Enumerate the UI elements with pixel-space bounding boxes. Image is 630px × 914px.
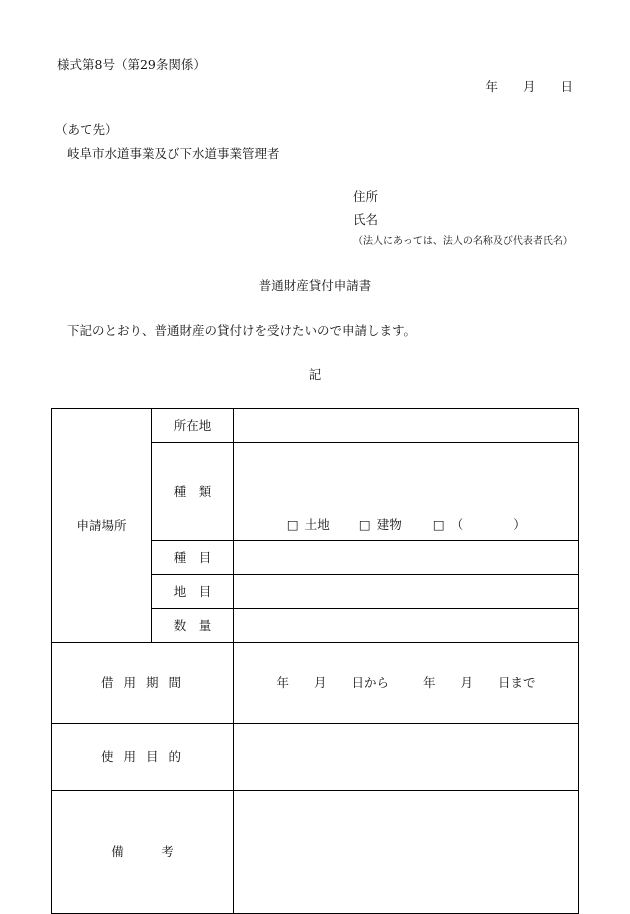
kind-options	[234, 443, 579, 541]
period-range	[234, 675, 578, 691]
table-row	[52, 409, 579, 443]
purpose-label: 使 用 目 的	[52, 724, 234, 791]
remarks-label: 備 考	[52, 791, 234, 914]
applicant-note: （法人にあっては、法人の名称及び代表者氏名）	[353, 236, 573, 247]
form-number: 様式第8号（第29条関係）	[57, 57, 206, 72]
table-row	[52, 643, 579, 724]
kind-label: 種 類	[152, 443, 234, 541]
application-table	[51, 408, 579, 914]
table-row	[52, 791, 579, 914]
land-category-label: 地 目	[152, 575, 234, 609]
purpose-value-field[interactable]	[234, 724, 579, 791]
addressee-name: 岐阜市水道事業及び下水道事業管理者	[67, 146, 280, 161]
applicant-address-label[interactable]: 住所	[353, 189, 379, 204]
table-row	[52, 724, 579, 791]
addressee-label: （あて先）	[55, 122, 118, 137]
address-value-field[interactable]	[234, 409, 579, 443]
application-statement: 下記のとおり、普通財産の貸付けを受けたいので申請します。	[67, 323, 417, 338]
notation-ki: 記	[308, 367, 322, 382]
option-other-field[interactable]: （ ）	[450, 517, 526, 532]
option-label: 建物	[376, 517, 402, 532]
application-date[interactable]: 年 月 日	[485, 79, 573, 94]
checkbox-icon[interactable]: □	[286, 517, 299, 532]
checkbox-icon[interactable]: □	[432, 517, 445, 532]
period-end[interactable]: 年 月 日まで	[423, 675, 536, 690]
location-group-label: 申請場所	[52, 409, 152, 643]
remarks-value-field[interactable]	[234, 791, 579, 914]
category-label: 種 目	[152, 541, 234, 575]
checkbox-icon[interactable]: □	[358, 517, 371, 532]
period-label: 借 用 期 間	[52, 643, 234, 724]
quantity-value-field[interactable]	[234, 609, 579, 643]
land-category-value-field[interactable]	[234, 575, 579, 609]
applicant-name-label[interactable]: 氏名	[353, 212, 379, 227]
address-label: 所在地	[152, 409, 234, 443]
document-title: 普通財産貸付申請書	[258, 278, 372, 293]
kind-options-wrap	[234, 475, 578, 532]
period-value-field[interactable]	[234, 643, 579, 724]
option-label: 土地	[304, 517, 330, 532]
quantity-label: 数 量	[152, 609, 234, 643]
period-start[interactable]: 年 月 日から	[276, 675, 389, 690]
